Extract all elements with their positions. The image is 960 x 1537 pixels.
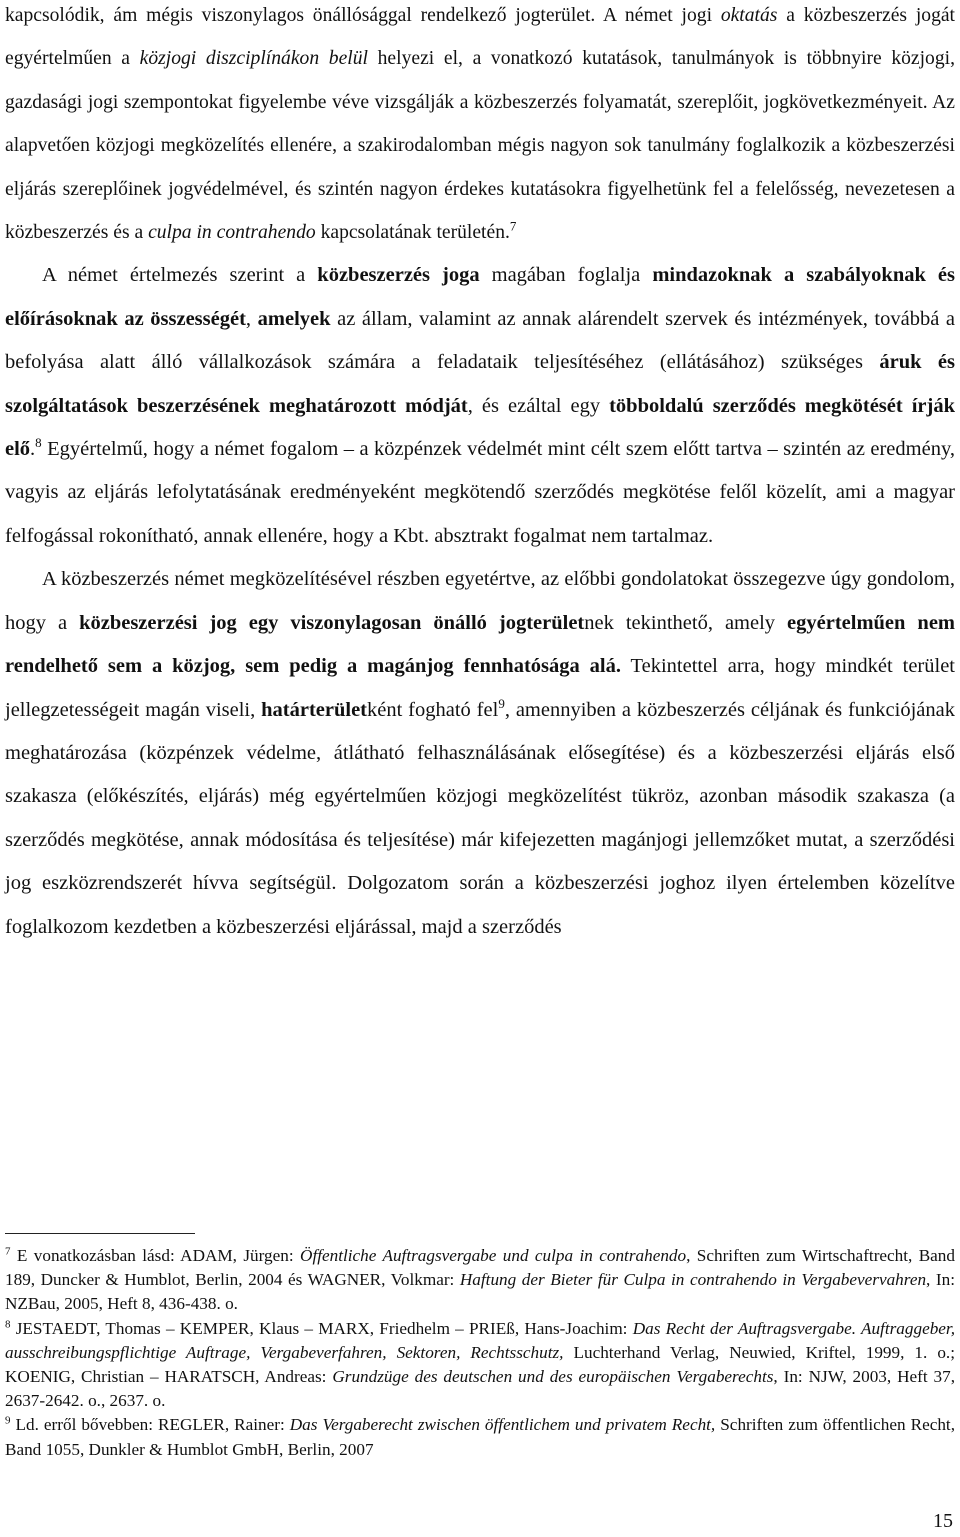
- italic-run: Haftung der Bieter für Culpa in contrahendo in Vergabevervahren: [459, 1270, 927, 1290]
- footnote-ref-8[interactable]: 8: [35, 435, 42, 451]
- italic-run: Das Vergaberecht zwischen öffentlichem und privatem Recht,: [289, 1415, 716, 1435]
- text-run: Luchterhand Verlag, Neuwied, Kriftel, 1999, 1. o.; KOENIG, Christian – HARATSCH, Andreas:: [5, 1342, 955, 1387]
- footnote-number: 7: [5, 1245, 11, 1258]
- footnote-9: [5, 1413, 955, 1461]
- text-run: helyezi el, a vonatkozó kutatások, tanulmányok is többnyire közjogi, gazdasági jogi szempontokat figyelembe véve vizsgálják a közbeszerzés folyamatát, szereplőit, jogkövetkezményeit. Az alapvetően közjogi megközelítés ellenére, a szakirodalomban mégis nagyon sok tanulmány foglalkozik a közbeszerzési eljárás szereplőinek jogvédelmével, és szintén nagyon érdekes kutatásokra figyelhetünk fel a felelősség, nevezetesen a közbeszerzés és a: [5, 48, 955, 244]
- text-run: , In: NJW, 2003, Heft 37, 2637-2642. o., 2637. o.: [5, 1367, 955, 1411]
- footnote-7: [5, 1244, 955, 1317]
- italic-run: Grundzüge des deutschen und des europäischen Vergaberechts: [332, 1367, 774, 1387]
- text-run: , és ezáltal egy: [467, 394, 610, 417]
- text-run: JESTAEDT, Thomas – KEMPER, Klaus – MARX, Friedhelm – PRIEß, Hans-Joachim:: [10, 1318, 633, 1338]
- bold-run: amelyek: [257, 307, 331, 330]
- page-number: 15: [933, 1510, 953, 1532]
- bold-run: többoldalú szerződés megkötését írják elő: [5, 394, 955, 461]
- text-run: kapcsolódik, ám mégis viszonylagos önállósággal rendelkező jogterület. A német jogi: [5, 5, 721, 26]
- text-run: kapcsolatának területén.: [315, 222, 510, 244]
- italic-run: oktatás: [720, 5, 778, 26]
- footnotes: [5, 1244, 955, 1462]
- text-run: Egyértelmű, hogy a német fogalom – a közpénzek védelmét mint célt szem előtt tartva – szintén az eredmény, vagyis az eljárás lefolytatásának eredményeként megkötendő szerződés megkötése felől közelít, ami a magyar felfogással rokonítható, annak ellenére, hogy a Kbt. absztrakt fogalmat nem tartalmaz.: [5, 438, 955, 547]
- text-run: .: [30, 438, 36, 461]
- page-body: [5, 0, 955, 949]
- bold-run: közbeszerzés joga: [317, 264, 480, 287]
- text-run: , Schriften zum Wirtschaftrecht, Band 189, Duncker & Humblot, Berlin, 2004 és WAGNER, Volkmar:: [5, 1246, 955, 1290]
- text-run: magában foglalja: [479, 264, 653, 287]
- footnote-number: 8: [5, 1317, 11, 1330]
- paragraph-1: [5, 0, 955, 254]
- paragraph-2: [5, 254, 955, 558]
- text-run: Ld. erről bővebben: REGLER, Rainer:: [10, 1415, 290, 1435]
- text-run: , amennyiben a közbeszerzés céljának és funkciójának meghatározása (közpénzek védelme, átlátható felhasználásának elősegítése) és a közbeszerzési eljárás első szakasza (előkészítés, eljárás) még egyértelműen közjogi megközelítést tükröz, azonban második szakasza (a szerződés megkötése, annak módosítása és teljesítése) már kifejezetten magánjogi jellemzőket mutat, a szerződési jog eszközrendszerét hívva segítségül. Dolgozatom során a közbeszerzési joghoz ilyen értelemben közelítve foglalkozom kezdetben a közbeszerzési eljárással, majd a szerződés: [5, 698, 955, 938]
- text-run: ,: [245, 307, 258, 330]
- bold-run: egyértelműen nem rendelhető sem a közjog, sem pedig a magánjog fennhatósága alá.: [5, 611, 955, 678]
- text-run: A német értelmezés szerint a: [42, 264, 318, 287]
- text-run: nek tekinthető, amely: [584, 611, 788, 634]
- paragraph-3: [5, 558, 955, 949]
- bold-run: közbeszerzési jog egy viszonylagosan önálló jogterület: [79, 611, 585, 634]
- footnote-ref-9[interactable]: 9: [498, 695, 505, 711]
- text-run: E vonatkozásban lásd: ADAM, Jürgen:: [10, 1246, 301, 1265]
- footnote-ref-7[interactable]: 7: [509, 218, 517, 234]
- text-run: Schriften zum öffentlichen Recht, Band 1055, Dunkler & Humblot GmbH, Berlin, 2007: [5, 1415, 956, 1459]
- text-run: , In: NZBau, 2005, Heft 8, 436-438. o.: [5, 1270, 955, 1314]
- text-run: Tekintettel arra, hogy mindkét terület jellegzetességeit magán viseli,: [5, 655, 955, 721]
- bold-run: mindazoknak a szabályoknak és előírásoknak az összességét: [5, 264, 955, 330]
- footnote-separator: [5, 1233, 195, 1234]
- footnote-number: 9: [5, 1414, 11, 1427]
- bold-run: határterület: [261, 698, 368, 721]
- italic-run: Das Recht der Auftragsvergabe. Auftraggeber, ausschreibungspflichtige Auftrage, Vergabeverfahren, Sektoren, Rechtsschutz,: [5, 1318, 956, 1362]
- text-run: ként fogható fel: [367, 698, 499, 721]
- text-run: a közbeszerzés jogát egyértelműen a: [5, 5, 956, 70]
- italic-run: Öffentliche Auftragsvergabe und culpa in contrahendo: [300, 1246, 687, 1265]
- bold-run: áruk és szolgáltatások beszerzésének meghatározott módját: [5, 351, 955, 417]
- footnote-8: [5, 1317, 955, 1414]
- text-run: A közbeszerzés német megközelítésével részben egyetértve, az előbbi gondolatokat összegezve úgy gondolom, hogy a: [5, 568, 955, 634]
- text-run: az állam, valamint az annak alárendelt szervek és intézmények, továbbá a befolyása alatt álló vállalkozások számára a feladataik teljesítéséhez (ellátásához) szükséges: [5, 307, 955, 374]
- italic-run: culpa in contrahendo: [148, 222, 316, 244]
- italic-run: közjogi diszciplínákon belül: [139, 48, 368, 70]
